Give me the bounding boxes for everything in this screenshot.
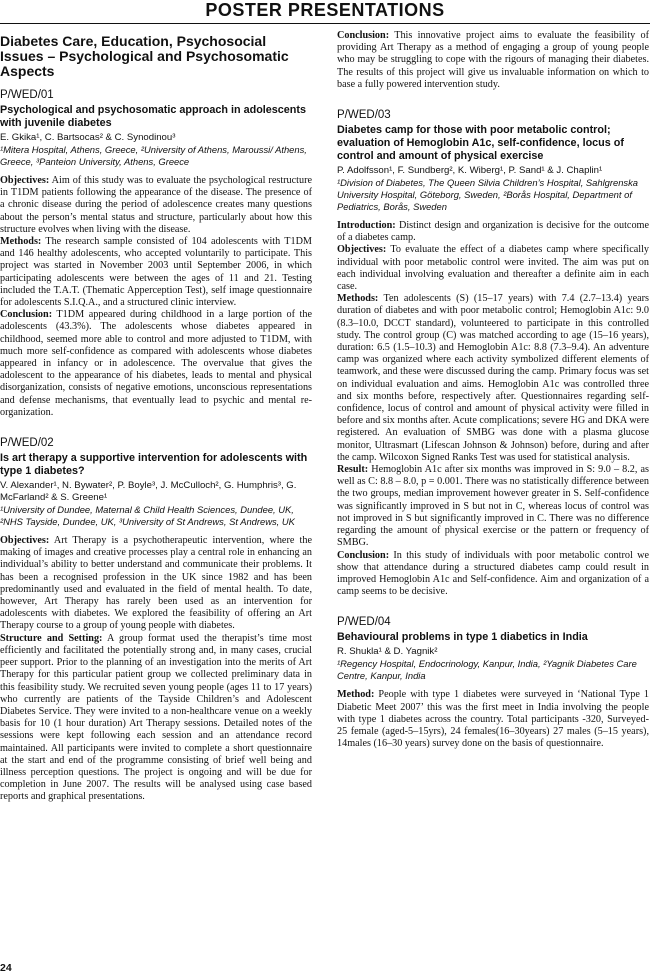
abstract-paragraph [0,175,312,236]
paragraph-text: T1DM appeared during childhood in a large portion of the adolescents (43.3%). The adolescents whose diabetes appeared in childhood, seemed more able to control and more adjusted to T1DM, with much more self-confidence as compared with adolescents whose diabetes appeared in infancy or in adolescence. The overvalue that gives the adolescent to the appearance of his diabetes, leads to mental and physical disorganization, consists of negative emotions, unconscious representations and defense mechanisms, that eventually lead to psychic and mental re-organization. [0,309,312,418]
abstract-affiliations: ¹University of Dundee, Maternal & Child Health Sciences, Dundee, UK, ²NHS Tayside, Dundee, UK, ³University of St Andrews, St Andrews, UK [0,504,295,528]
paragraph-text: Hemoglobin A1c after six months was improved in S: 9.0 – 8.2, as well as C: 8.8 – 8.0, p = 0.001. There was no statistically difference between the two groups, median improvement however greater in S. Self-confidence was significantly improved in S but not in C, whereas locus of control was not improved in S but significantly improved in C. There was no difference regarding the amount of physical exercise or the pattern or frequency of SMBG. [337,464,649,549]
abstract-affiliations: ¹Division of Diabetes, The Queen Silvia Children’s Hospital, Sahlgrenska University Hospital, Göteborg, Sweden, ²Borås Hospital, Department of Pediatrics, Borås, Sweden [337,177,639,213]
paragraph-label: Objectives: [337,244,387,256]
abstract-paragraph [337,244,649,293]
abstract-code: P/WED/02 [0,437,54,450]
page-header-title: POSTER PRESENTATIONS [205,0,445,20]
abstract-paragraph [0,309,312,419]
paragraph-label: Method: [337,689,375,701]
paragraph-label: Methods: [337,293,379,305]
abstract-authors: R. Shukla¹ & D. Yagnik² [337,646,438,658]
paragraph-text: To evaluate the effect of a diabetes camp where specifically individual with poor metabolic control were invited. The aim was put on each individual involving evaluation and thereafter a definite aim in each case. [337,244,649,293]
abstract-affiliations: ¹Regency Hospital, Endocrinology, Kanpur, India, ²Yagnik Diabetes Care Centre, Kanpur, India [337,658,637,682]
abstract-paragraph [0,236,312,309]
abstract-p-wed-04 [337,616,649,750]
abstract-paragraph [337,689,649,750]
abstract-authors: E. Gkika¹, C. Bartsocas² & C. Synodinou³ [0,132,176,143]
abstract-p-wed-03 [337,109,649,598]
abstract-title: Diabetes camp for those with poor metabolic control; evaluation of Hemoglobin A1c, self-confidence, locus of control and amount of physical exercise [337,124,624,163]
abstract-affiliations: ¹Mitera Hospital, Athens, Greece, ²University of Athens, Maroussi/ Athens, Greece, ³Panteion University, Athens, Greece [0,144,307,167]
paragraph-text: This innovative project aims to evaluate the feasibility of providing Art Therapy as a method of engaging a group of young people who may be struggling to cope with the rigours of managing their diabetes. The results of this project will give us invaluable information on which to base a fully powered intervention study. [337,30,649,90]
abstract-authors: V. Alexander¹, N. Bywater², P. Boyle³, J. McCulloch², G. Humphris³, G. McFarland² & S. Greene¹ [0,480,297,504]
page-header [0,0,650,22]
paragraph-text: Art Therapy is a psychotherapeutic intervention, where the making of images and creative processes play a central role in enhancing an individual’s ability to better understand and communicate their problems. It has been a recognised profession in the UK since 1982 and has been predominantly used and evaluated in the field of mental health. To date, however, Art Therapy has rarely been used as an intervention for adolescents with diabetes. We explored the feasibility of offering an Art Therapy course to a group of young people with diabetes. [0,535,312,632]
abstract-p-wed-02-continued [337,30,649,91]
abstract-code: P/WED/01 [0,89,54,101]
paragraph-label: Introduction: [337,220,396,232]
paragraph-label: Objectives: [0,535,50,547]
abstract-code: P/WED/04 [337,616,391,629]
abstract-paragraph [337,464,649,549]
abstract-title: Behavioural problems in type 1 diabetics in India [337,631,588,644]
header-rule [0,23,650,24]
paragraph-label: Structure and Setting: [0,632,103,644]
paragraph-text: In this study of individuals with poor metabolic control we show that attendance during a structured diabetes camp could result in improved Hemoglobin A1c and Self-confidence. Aim and organization of a camp seems to be decisive. [337,549,649,598]
paragraph-label: Conclusion: [0,309,53,321]
paragraph-text: People with type 1 diabetes were surveyed in ‘National Type 1 Diabetic Meet 2007’ this was the first meet in India involving the people with type 1 diabetes across the country. Total participants -320, Surveyed- 25 female (aged-5–15yrs), 24 females(16–30years) 27 males (5–15 years), 14males (16–30 years) survey done on the basis of questionnaire. [337,689,649,750]
paragraph-label: Objectives: [0,175,50,186]
abstract-p-wed-02 [0,437,312,803]
abstract-title: Psychological and psychosomatic approach in adolescents with juvenile diabetes [0,104,307,129]
abstract-code: P/WED/03 [337,109,391,122]
abstract-authors: P. Adolfsson¹, F. Sundberg², K. Wiberg¹, P. Sand¹ & J. Chaplin¹ [337,165,603,177]
abstract-p-wed-01 [0,89,312,419]
paragraph-text: Ten adolescents (S) (15–17 years) with 7.4 (2.7–13.4) years duration of diabetes and with poor metabolic control; Hemoglobin A1c: 9.0 (8.3–10.0, DCCT standard), volunteered to participate in this controlled study. The control group (C) was matched according to age (15–16 years), duration: 6.5 (1.5–10.3) and Hemoglobin A1c: 8.8 (7.3–9.4). An adventure camp was organized where each activity symbolized different elements of teamwork, and these were discussed during the camp. Primary focus was set on individual evaluation and aims. Hemoglobin A1c was controlled three and six months before, respectively after. Questionnaires regarding self-confidence, locus of control and amount of physical activity were filled in before and six months after. Acute complications; severe HG and DKA were registered. An evaluation of SMBG was done with a plasma glucose monitor, Ultrasmart (Lifescan Johnson & Johnson) before, during and after the camp. Wilcoxon Signed Ranks Test was used for statistical analysis. [337,293,649,463]
paragraph-label: Methods: [0,236,42,248]
page-number: 24 [0,962,12,974]
section-title: Diabetes Care, Education, Psychosocial Issues – Psychological and Psychosomatic Aspects [0,33,289,79]
paragraph-text: The research sample consisted of 104 adolescents with T1DM and 146 healthy adolescents, who accepted voluntarily to participate. This project was started in November 2003 until September 2006, in which participating adolescents were between the ages of 11 and 21. Testing included the T.A.T. (Thematic Apperception Test), self image questionnaire for adolescents S.I.Q.A., and a structured clinic interview. [0,236,312,309]
abstract-paragraph [0,535,312,633]
left-column [0,34,312,822]
abstract-paragraph [337,550,649,599]
paragraph-text: A group format used the therapist’s time most efficiently and facilitated the potentially strong and, in many cases, crucial peer support. Prior to the planning of an investigation into the merits of Art Therapy for this particular patient group we collected preliminary data in this feasibility study. We recruited seven young people (ages 11 to 17 years) who currently are patients of the Tayside Children’s and Adolescent Diabetes Service. They were invited to a non-healthcare venue on a weekly basis for 10 (1 hour duration) Art Therapy sessions. Detailed notes of the sessions were kept following each session and an attendance record maintained. All participants were invited to complete a short questionnaire at the start and end of the programme consisting of brief well being and illness perception questions. The project is ongoing and will be due for completion in June 2007. The results will be analysed using case based reports and graphical presentations. [0,632,312,803]
right-column [337,30,649,768]
paragraph-label: Result: [337,464,369,476]
abstract-paragraph [337,220,649,244]
paragraph-label: Conclusion: [337,30,390,41]
abstract-paragraph [337,293,649,464]
abstract-paragraph [337,30,649,91]
paragraph-text: Distinct design and organization is decisive for the outcome of a diabetes camp. [337,220,649,244]
paragraph-label: Conclusion: [337,549,390,561]
paragraph-text: Aim of this study was to evaluate the psychological restructure in T1DM patients following the appearance of the disease. The presence of a chronic disease during the period of adolescence creates many questions about the person’s mental status and structure, particularly about how this structure evolves when living with the disease. [0,175,312,235]
abstract-title: Is art therapy a supportive intervention for adolescents with type 1 diabetes? [0,452,308,478]
abstract-paragraph [0,633,312,804]
